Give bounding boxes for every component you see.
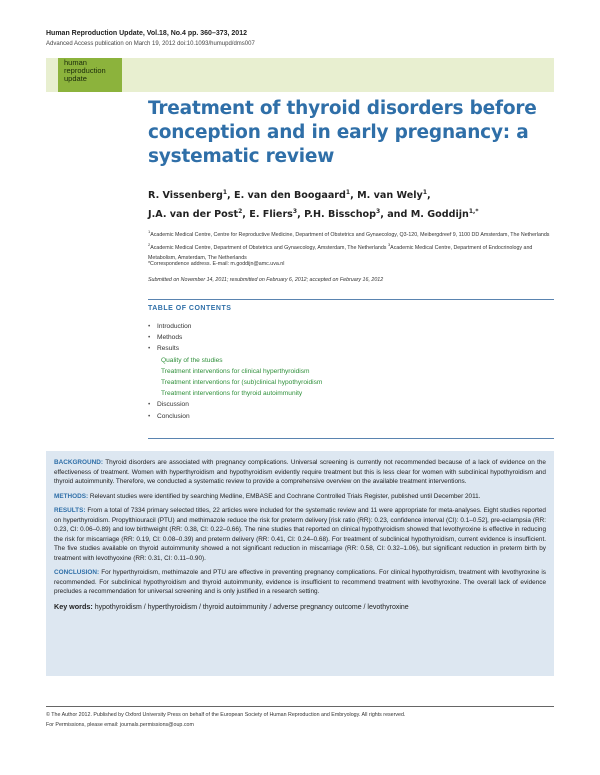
author-line-2: J.A. van der Post$^2$, E. Fliers$^3$, P.H. Bisschop$^3$, and M. Goddijn$^{1,*}$ — [148, 208, 479, 221]
toc-item-introduction[interactable]: • Introduction — [148, 321, 548, 332]
author-list — [148, 185, 568, 223]
abstract-box — [46, 451, 554, 676]
toc-subitem-hyperthyroidism[interactable]: Treatment interventions for clinical hyperthyroidism — [161, 367, 310, 375]
toc-item-methods[interactable]: • Methods — [148, 332, 548, 343]
journal-citation: Human Reproduction Update, Vol.18, No.4 pp. 360–373, 2012 — [46, 30, 247, 37]
abstract-background: BACKGROUND: Thyroid disorders are associated with pregnancy complications. Universal screening is currently not recommended because of a lack of evidence on the effectiveness of treatment. Women with hyperthyroidism and hypothyroidism evidently require treatment but this is less clear for women with subclinical hypothyroidism and thyroid autoimmunity. Therefore, we conducted a systematic review to provide a comprehensive overview on the available treatment interventions. — [54, 459, 546, 485]
affiliations: $^1$Academic Medical Centre, Centre for Reproductive Medicine, Department of Obstetrics and Gynaecology, Q3-120, Meibergdreef 9, 1100 DD Amsterdam, The Netherlands $^2$Academic Medical Centre, Department of Obstetrics and Gynaecology, Amsterdam, The Netherlands $^3$Academic Medical Centre, Department of Endocrinology and Metabolism, Amsterdam, The Netherlands — [148, 229, 550, 261]
toc-bottom-rule — [148, 438, 554, 439]
journal-banner — [46, 58, 554, 92]
toc-subitem-quality[interactable]: Quality of the studies — [161, 356, 223, 364]
abstract-results: RESULTS: From a total of 7334 primary selected titles, 22 articles were included for the systematic review and 11 were appropriate for meta-analyses. Eight studies reported on hyperthyroidism. Propylthiouracil (PTU) and methimazole reduce the risk for preterm delivery [risk ratio (RR): 0.23, confidence interval (CI): 0.1–0.52], pre-eclampsia (RR: 0.23, CI: 0.06–0.89) and low birthweight (RR: 0.38, CI: 0.22–0.66). The nine studies that reported on clinical hypothyroidism showed that levothyroxine is effective in reducing the risk for miscarriage (RR: 0.19, CI: 0.08–0.39) and preterm delivery (RR: 0.41, CI: 0.24–0.68). For treatment of subclinical hypothyroidism, current evidence is insufficient. The five studies available on thyroid autoimmunity showed a not significant reduction in miscarriage (RR: 0.58, CI: 0.32–1.06), but significant reduction in preterm birth by treatment with levothyoxine (RR: 0.31, CI: 0.11–0.90). — [54, 507, 546, 562]
toc-item-discussion[interactable]: • Discussion — [148, 399, 548, 410]
toc-item-results[interactable]: • Results — [148, 343, 548, 354]
footer-rule — [46, 706, 554, 707]
journal-logo: human reproduction update — [58, 58, 122, 92]
abstract-conclusion: CONCLUSION: For hyperthyroidism, methimazole and PTU are effective in preventing pregnancy complications. For clinical hypothyroidism, treatment with levothyroxine is recommended. For subclinical hypothyroidism and thyroid autoimmunity, evidence is insufficient to recommend treatment with levothyroxine. The overall lack of evidence precludes a recommendation for universal screening and is only justified in a research setting. — [54, 569, 547, 595]
keywords: Key words: hypothyroidism / hyperthyroidism / thyroid autoimmunity / adverse pregnancy outcome / levothyroxine — [54, 601, 409, 611]
correspondence-address: *Correspondence address. E-mail: m.goddijn@amc.uva.nl — [148, 261, 285, 267]
article-title: Treatment of thyroid disorders before conception and in early pregnancy: a systematic review — [148, 98, 537, 167]
permissions-notice: For Permissions, please email: journals.permissions@oup.com — [46, 722, 194, 728]
toc-item-conclusion[interactable]: • Conclusion — [148, 411, 548, 422]
toc-heading: TABLE OF CONTENTS — [148, 305, 232, 312]
copyright-notice: © The Author 2012. Published by Oxford University Press on behalf of the European Society of Human Reproduction and Embryology. All rights reserved. — [46, 712, 406, 718]
submission-dates: Submitted on November 14, 2011; resubmitted on February 6, 2012; accepted on February 16, 2012 — [148, 277, 384, 283]
advance-access-line: Advanced Access publication on March 19, 2012 doi:10.1093/humupd/dms007 — [46, 41, 255, 47]
abstract-methods: METHODS: Relevant studies were identified by searching Medline, EMBASE and Cochrane Controlled Trials Register, published until December 2011. — [54, 492, 481, 500]
table-of-contents — [148, 321, 548, 422]
toc-top-rule — [148, 299, 554, 300]
toc-subitem-hypothyroidism[interactable]: Treatment interventions for (sub)clinical hypothyroidism — [161, 379, 323, 387]
toc-subitem-autoimmunity[interactable]: Treatment interventions for thyroid autoimmunity — [161, 390, 303, 398]
author-line-1: R. Vissenberg$^1$, E. van den Boogaard$^1$, M. van Wely$^1$, — [148, 189, 431, 202]
